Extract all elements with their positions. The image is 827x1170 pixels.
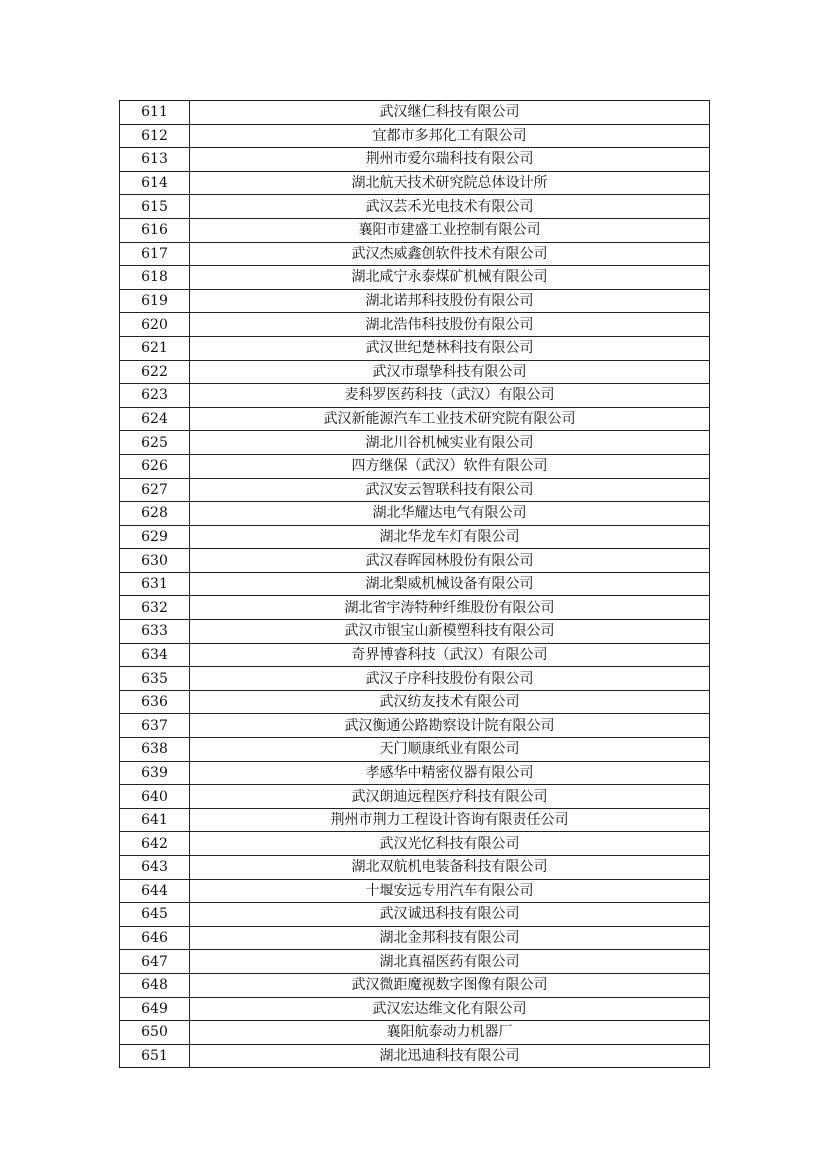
company-name-cell: 四方继保（武汉）软件有限公司 xyxy=(190,454,710,478)
company-name-cell: 湖北华龙车灯有限公司 xyxy=(190,525,710,549)
table-row xyxy=(120,171,710,195)
company-name-cell: 武汉芸禾光电技术有限公司 xyxy=(190,195,710,219)
row-number-cell: 629 xyxy=(120,525,190,549)
table-row xyxy=(120,596,710,620)
table-row xyxy=(120,808,710,832)
company-name-cell: 湖北诺邦科技股份有限公司 xyxy=(190,289,710,313)
row-number-cell: 615 xyxy=(120,195,190,219)
company-name-cell: 武汉杰威鑫创软件技术有限公司 xyxy=(190,242,710,266)
row-number-cell: 625 xyxy=(120,431,190,455)
table-row xyxy=(120,454,710,478)
table-row xyxy=(120,926,710,950)
row-number-cell: 647 xyxy=(120,950,190,974)
row-number-cell: 624 xyxy=(120,407,190,431)
company-name-cell: 襄阳市建盛工业控制有限公司 xyxy=(190,218,710,242)
company-name-cell: 荆州市爱尔瑞科技有限公司 xyxy=(190,148,710,172)
row-number-cell: 632 xyxy=(120,596,190,620)
company-name-cell: 武汉子序科技股份有限公司 xyxy=(190,667,710,691)
table-row xyxy=(120,549,710,573)
table-row xyxy=(120,478,710,502)
row-number-cell: 650 xyxy=(120,1021,190,1045)
company-name-cell: 湖北真福医药有限公司 xyxy=(190,950,710,974)
company-name-cell: 武汉春晖园林股份有限公司 xyxy=(190,549,710,573)
company-name-cell: 湖北迅迪科技有限公司 xyxy=(190,1044,710,1068)
row-number-cell: 643 xyxy=(120,856,190,880)
row-number-cell: 646 xyxy=(120,926,190,950)
company-name-cell: 奇界博睿科技（武汉）有限公司 xyxy=(190,643,710,667)
company-name-cell: 湖北省宇涛特种纤维股份有限公司 xyxy=(190,596,710,620)
row-number-cell: 616 xyxy=(120,218,190,242)
row-number-cell: 635 xyxy=(120,667,190,691)
row-number-cell: 623 xyxy=(120,384,190,408)
table-row xyxy=(120,502,710,526)
row-number-cell: 645 xyxy=(120,903,190,927)
row-number-cell: 618 xyxy=(120,266,190,290)
row-number-cell: 648 xyxy=(120,973,190,997)
table-row xyxy=(120,360,710,384)
table-row xyxy=(120,313,710,337)
row-number-cell: 622 xyxy=(120,360,190,384)
table-row xyxy=(120,903,710,927)
row-number-cell: 614 xyxy=(120,171,190,195)
table-row xyxy=(120,572,710,596)
company-name-cell: 武汉新能源汽车工业技术研究院有限公司 xyxy=(190,407,710,431)
table-row xyxy=(120,973,710,997)
table-row xyxy=(120,738,710,762)
row-number-cell: 619 xyxy=(120,289,190,313)
table-row xyxy=(120,761,710,785)
company-name-cell: 武汉市璟挚科技有限公司 xyxy=(190,360,710,384)
row-number-cell: 642 xyxy=(120,832,190,856)
table-row xyxy=(120,525,710,549)
row-number-cell: 612 xyxy=(120,124,190,148)
company-name-cell: 麦科罗医药科技（武汉）有限公司 xyxy=(190,384,710,408)
row-number-cell: 630 xyxy=(120,549,190,573)
row-number-cell: 633 xyxy=(120,620,190,644)
table-row xyxy=(120,785,710,809)
company-name-cell: 十堰安远专用汽车有限公司 xyxy=(190,879,710,903)
company-name-cell: 襄阳航泰动力机器厂 xyxy=(190,1021,710,1045)
company-list-table xyxy=(119,100,710,1068)
table-row xyxy=(120,431,710,455)
table-row xyxy=(120,643,710,667)
table-row xyxy=(120,124,710,148)
table-row xyxy=(120,266,710,290)
company-name-cell: 武汉安云智联科技有限公司 xyxy=(190,478,710,502)
row-number-cell: 611 xyxy=(120,101,190,125)
table-row xyxy=(120,1021,710,1045)
table-row xyxy=(120,148,710,172)
table-row xyxy=(120,879,710,903)
company-name-cell: 孝感华中精密仪器有限公司 xyxy=(190,761,710,785)
company-name-cell: 荆州市荆力工程设计咨询有限责任公司 xyxy=(190,808,710,832)
table-row xyxy=(120,242,710,266)
table-row xyxy=(120,856,710,880)
table-row xyxy=(120,997,710,1021)
row-number-cell: 620 xyxy=(120,313,190,337)
company-name-cell: 武汉继仁科技有限公司 xyxy=(190,101,710,125)
company-name-cell: 湖北梨威机械设备有限公司 xyxy=(190,572,710,596)
company-name-cell: 湖北航天技术研究院总体设计所 xyxy=(190,171,710,195)
company-name-cell: 武汉市银宝山新模塑科技有限公司 xyxy=(190,620,710,644)
row-number-cell: 649 xyxy=(120,997,190,1021)
company-name-cell: 武汉衡通公路勘察设计院有限公司 xyxy=(190,714,710,738)
company-name-cell: 武汉诚迅科技有限公司 xyxy=(190,903,710,927)
table-row xyxy=(120,620,710,644)
table-row xyxy=(120,832,710,856)
row-number-cell: 627 xyxy=(120,478,190,502)
row-number-cell: 631 xyxy=(120,572,190,596)
row-number-cell: 621 xyxy=(120,336,190,360)
table-row xyxy=(120,407,710,431)
row-number-cell: 617 xyxy=(120,242,190,266)
table-row xyxy=(120,690,710,714)
table-row xyxy=(120,714,710,738)
table-row xyxy=(120,950,710,974)
company-name-cell: 天门顺康纸业有限公司 xyxy=(190,738,710,762)
row-number-cell: 640 xyxy=(120,785,190,809)
company-name-cell: 湖北金邦科技有限公司 xyxy=(190,926,710,950)
table-row xyxy=(120,384,710,408)
company-name-cell: 武汉微距魔视数字图像有限公司 xyxy=(190,973,710,997)
table-row xyxy=(120,218,710,242)
company-name-cell: 湖北川谷机械实业有限公司 xyxy=(190,431,710,455)
row-number-cell: 628 xyxy=(120,502,190,526)
row-number-cell: 626 xyxy=(120,454,190,478)
row-number-cell: 651 xyxy=(120,1044,190,1068)
company-name-cell: 湖北浩伟科技股份有限公司 xyxy=(190,313,710,337)
table-row xyxy=(120,1044,710,1068)
company-name-cell: 湖北咸宁永泰煤矿机械有限公司 xyxy=(190,266,710,290)
company-name-cell: 武汉光忆科技有限公司 xyxy=(190,832,710,856)
table-body xyxy=(120,101,710,1068)
row-number-cell: 639 xyxy=(120,761,190,785)
company-name-cell: 武汉宏达维文化有限公司 xyxy=(190,997,710,1021)
company-name-cell: 武汉纺友技术有限公司 xyxy=(190,690,710,714)
company-name-cell: 武汉朗迪远程医疗科技有限公司 xyxy=(190,785,710,809)
table-row xyxy=(120,289,710,313)
table-row xyxy=(120,101,710,125)
row-number-cell: 636 xyxy=(120,690,190,714)
company-name-cell: 宜都市多邦化工有限公司 xyxy=(190,124,710,148)
company-name-cell: 湖北华耀达电气有限公司 xyxy=(190,502,710,526)
table-row xyxy=(120,195,710,219)
table-row xyxy=(120,336,710,360)
company-name-cell: 湖北双航机电装备科技有限公司 xyxy=(190,856,710,880)
row-number-cell: 641 xyxy=(120,808,190,832)
company-name-cell: 武汉世纪楚林科技有限公司 xyxy=(190,336,710,360)
row-number-cell: 637 xyxy=(120,714,190,738)
row-number-cell: 644 xyxy=(120,879,190,903)
row-number-cell: 613 xyxy=(120,148,190,172)
table-row xyxy=(120,667,710,691)
row-number-cell: 634 xyxy=(120,643,190,667)
row-number-cell: 638 xyxy=(120,738,190,762)
